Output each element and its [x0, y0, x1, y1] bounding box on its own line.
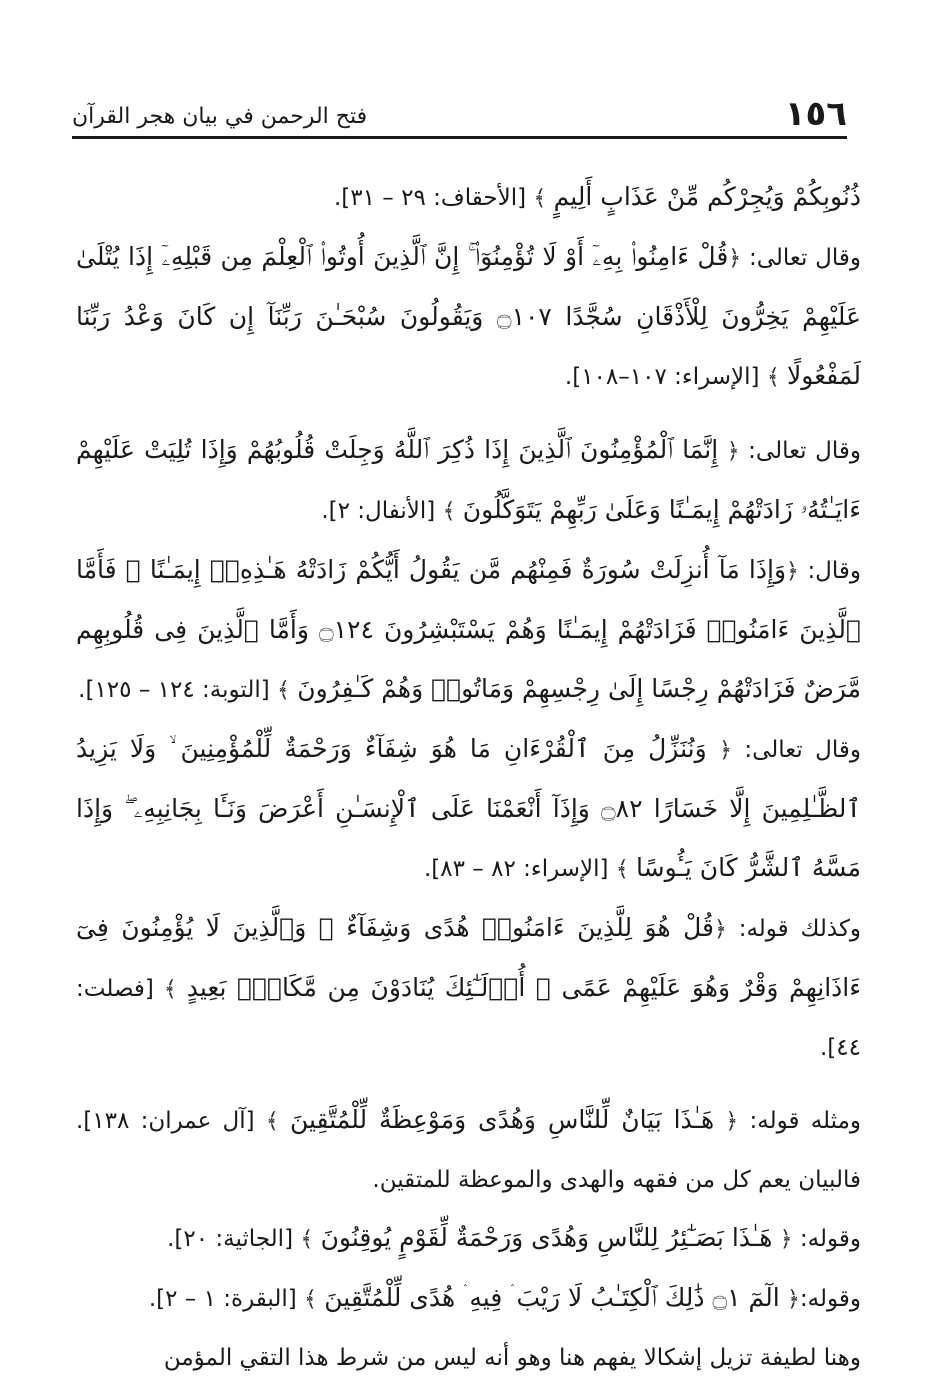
quran-verse: ذُنُوبِكُمْ وَيُجِرْكُم مِّنْ عَذَابٍ أَلِيمٍ: [553, 182, 861, 211]
verse-reference: [الإسراء: ٨٢ – ٨٣].: [423, 856, 609, 882]
paragraph-4: [76, 541, 861, 720]
paragraph-intro: وقوله:: [799, 1226, 861, 1252]
verse-close-ornament: ﴾: [277, 678, 290, 703]
verse-close-ornament: ﴾: [615, 857, 629, 882]
verse-reference: [البقرة: ١ – ٢].: [148, 1286, 297, 1312]
quran-verse: وَنُنَزِّلُ مِنَ ٱلْقُرْءَانِ مَا هُوَ شِفَآءٌ وَرَحْمَةٌ لِّلْمُؤْمِنِينَ ۙ وَلَا يَزِيدُ ٱلظَّـٰلِمِينَ إِلَّا خَسَارًا ۝٨٢ وَإِذَآ أَنْعَمْنَا عَلَى ٱلْإِنسَـٰنِ أَعْرَضَ وَنَـَٔا بِجَانِبِهِۦ ۖ وَإِذَا مَسَّهُ ٱلشَّرُّ كَانَ يَـُٔوسًا: [76, 734, 861, 882]
paragraph-intro: وقال تعالى:: [748, 245, 861, 271]
verse-close-ornament: ﴾: [163, 977, 177, 1002]
quran-verse: هَـٰذَا بَيَانٌ لِّلنَّاسِ وَهُدًى وَمَوْعِظَةٌ لِّلْمُتَّقِينَ: [289, 1105, 715, 1134]
verse-close-ornament: ﴾: [766, 365, 780, 390]
header-divider: [72, 136, 847, 139]
paragraph-intro: ومثله قوله:: [749, 1108, 862, 1134]
paragraph-9: [76, 1269, 861, 1329]
quran-verse: قُلْ ءَامِنُوا۟ بِهِۦٓ أَوْ لَا تُؤْمِنُوٓا۟ ۚ إِنَّ ٱلَّذِينَ أُوتُوا۟ ٱلْعِلْمَ مِن قَبْلِهِۦٓ إِذَا يُتْلَىٰ عَلَيْهِمْ يَخِرُّونَ لِلْأَذْقَانِ سُجَّدًا ۝١٠٧ وَيَقُولُونَ سُبْحَـٰنَ رَبِّنَآ إِن كَانَ وَعْدُ رَبِّنَا لَمَفْعُولًا: [76, 242, 861, 390]
paragraph-1: [76, 168, 861, 228]
page-header: [72, 84, 847, 134]
paragraph-intro: وقال تعالى:: [744, 737, 861, 763]
verse-open-ornament: ﴿: [726, 439, 740, 464]
book-title: فتح الرحمن في بيان هجر القرآن: [72, 104, 368, 129]
verse-open-ornament: ﴿: [713, 917, 727, 942]
quran-verse: هَـٰذَا بَصَـٰٓئِرُ لِلنَّاسِ وَهُدًى وَرَحْمَةٌ لِّقَوْمٍ يُوقِنُونَ: [320, 1223, 773, 1252]
verse-reference: [الأنفال: ٢].: [321, 498, 436, 524]
paragraph-6: [76, 899, 861, 1077]
verse-reference: [الأحقاف: ٢٩ – ٣١].: [333, 185, 527, 211]
paragraph-intro: وقال:: [807, 558, 862, 584]
paragraph-intro: وقال تعالى:: [748, 438, 861, 464]
paragraph-5: [76, 720, 861, 899]
paragraph-7: [76, 1091, 861, 1209]
verse-reference: [التوبة: ١٢٤ – ١٢٥].: [78, 677, 270, 703]
verse-close-ornament: ﴾: [265, 1109, 279, 1134]
paragraph-3: [76, 421, 861, 541]
paragraph-intro: وهنا لطيفة تزيل إشكالا يفهم هنا وهو أنه ليس من شرط هذا التقي المؤمن: [163, 1345, 861, 1371]
verse-close-ornament: ﴾: [300, 1227, 314, 1252]
paragraph-intro: وكذلك قوله:: [738, 916, 862, 942]
quran-verse: إِنَّمَا ٱلْمُؤْمِنُونَ ٱلَّذِينَ إِذَا ذُكِرَ ٱللَّهُ وَجِلَتْ قُلُوبُهُمْ وَإِذَا تُلِيَتْ عَلَيْهِمْ ءَايَـٰتُهُۥ زَادَتْهُمْ إِيمَـٰنًا وَعَلَىٰ رَبِّهِمْ يَتَوَكَّلُونَ: [76, 435, 861, 524]
paragraph-2: [76, 228, 861, 407]
verse-open-ornament: ﴿: [725, 1109, 739, 1134]
paragraph-8: [76, 1209, 861, 1269]
verse-close-ornament: ﴾: [533, 186, 547, 211]
paragraph-intro: وقوله:: [799, 1286, 861, 1312]
verse-close-ornament: ﴾: [442, 499, 456, 524]
verse-open-ornament: ﴿: [787, 1287, 800, 1312]
quran-verse: وَإِذَا مَآ أُنزِلَتْ سُورَةٌ فَمِنْهُم مَّن يَقُولُ أَيُّكُمْ زَادَتْهُ هَـٰذِهِۦٓ إِيمَـٰنًا ۚ فَأَمَّا ٱلَّذِينَ ءَامَنُوا۟ فَزَادَتْهُمْ إِيمَـٰنًا وَهُمْ يَسْتَبْشِرُونَ ۝١٢٤ وَأَمَّا ٱلَّذِينَ فِى قُلُوبِهِم مَّرَضٌ فَزَادَتْهُمْ رِجْسًا إِلَىٰ رِجْسِهِمْ وَمَاتُوا۟ وَهُمْ كَـٰفِرُونَ: [76, 555, 861, 703]
verse-open-ornament: ﴿: [786, 559, 799, 584]
quran-verse: قُلْ هُوَ لِلَّذِينَ ءَامَنُوا۟ هُدًى وَشِفَآءٌ ۖ وَٱلَّذِينَ لَا يُؤْمِنُونَ فِىٓ ءَاذَانِهِمْ وَقْرٌ وَهُوَ عَلَيْهِمْ عَمًى ۚ أُو۟لَـٰٓئِكَ يُنَادَوْنَ مِن مَّكَانٍۭ بَعِيدٍ: [76, 913, 861, 1002]
verse-reference: [الإسراء: ١٠٧–١٠٨].: [564, 364, 760, 390]
verse-reference: [آل عمران: ١٣٨]. فالبيان يعم كل من فقهه والهدى والموعظة للمتقين.: [76, 1108, 861, 1193]
verse-open-ornament: ﴿: [719, 738, 732, 763]
verse-open-ornament: ﴿: [728, 246, 742, 271]
page-body: [76, 168, 861, 1387]
page-number: ١٥٦: [784, 94, 847, 134]
verse-open-ornament: ﴿: [779, 1227, 793, 1252]
paragraph-10: [76, 1329, 861, 1387]
verse-reference: [الجاثية: ٢٠].: [167, 1226, 294, 1252]
quran-verse: الٓمٓ ۝١ ذَٰلِكَ ٱلْكِتَـٰبُ لَا رَيْبَ ۛ فِيهِ ۛ هُدًى لِّلْمُتَّقِينَ: [324, 1283, 780, 1312]
verse-close-ornament: ﴾: [304, 1287, 317, 1312]
verse-reference: [فصلت: ٤٤].: [76, 976, 861, 1061]
